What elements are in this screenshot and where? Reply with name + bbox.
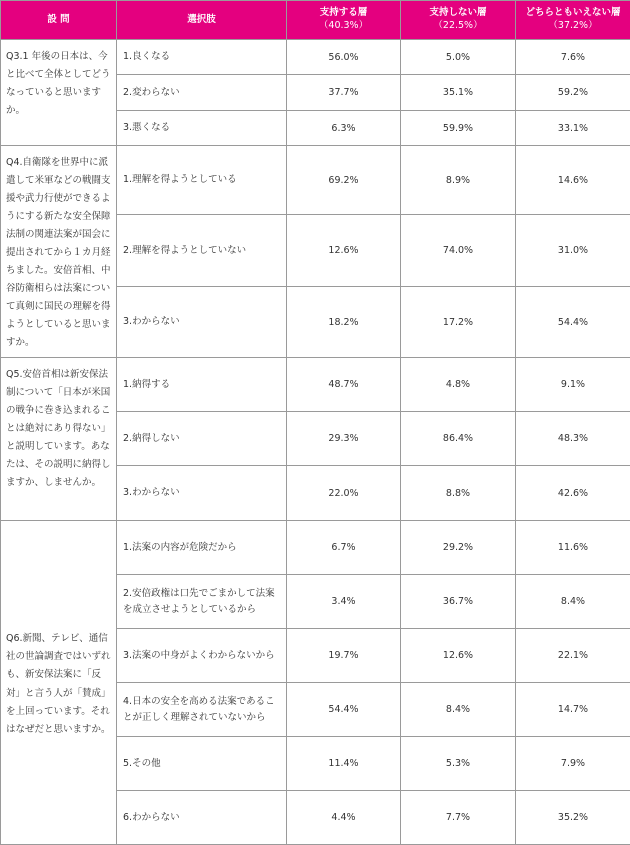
oppose-value: 12.6% bbox=[401, 629, 516, 683]
option-label: 3.わからない bbox=[117, 287, 287, 358]
option-label: 1.法案の内容が危険だから bbox=[117, 521, 287, 575]
oppose-value: 5.0% bbox=[401, 40, 516, 75]
header-neutral-pct: （37.2%） bbox=[516, 20, 630, 33]
table-row bbox=[1, 40, 630, 75]
support-value: 6.7% bbox=[287, 521, 401, 575]
neutral-value: 35.2% bbox=[516, 791, 630, 845]
header-support-label: 支持する層 bbox=[320, 7, 368, 18]
option-label: 3.わからない bbox=[117, 466, 287, 521]
neutral-value: 9.1% bbox=[516, 358, 630, 412]
question-text: Q5.安倍首相は新安保法制について「日本が米国の戦争に巻き込まれることは絶対にあり得ない」と説明しています。あなたは、その説明に納得しますか、しませんか。 bbox=[1, 358, 117, 521]
table-row bbox=[1, 521, 630, 575]
header-support bbox=[287, 1, 401, 40]
option-label: 1.理解を得ようとしている bbox=[117, 146, 287, 215]
oppose-value: 4.8% bbox=[401, 358, 516, 412]
support-value: 37.7% bbox=[287, 75, 401, 111]
support-value: 19.7% bbox=[287, 629, 401, 683]
support-value: 11.4% bbox=[287, 737, 401, 791]
header-oppose bbox=[401, 1, 516, 40]
support-value: 18.2% bbox=[287, 287, 401, 358]
question-text: Q3.1 年後の日本は、今と比べて全体としてどうなっていると思いますか。 bbox=[1, 40, 117, 146]
table-row bbox=[1, 358, 630, 412]
option-label: 2.安倍政権は口先でごまかして法案を成立させようとしているから bbox=[117, 575, 287, 629]
option-label: 4.日本の安全を高める法案であることが正しく理解されていないから bbox=[117, 683, 287, 737]
oppose-value: 8.9% bbox=[401, 146, 516, 215]
option-label: 5.その他 bbox=[117, 737, 287, 791]
option-label: 2.変わらない bbox=[117, 75, 287, 111]
option-label: 3.法案の中身がよくわからないから bbox=[117, 629, 287, 683]
support-value: 54.4% bbox=[287, 683, 401, 737]
header-row bbox=[1, 1, 630, 40]
neutral-value: 33.1% bbox=[516, 111, 630, 146]
header-neutral-label: どちらともいえない層 bbox=[525, 7, 620, 18]
support-value: 4.4% bbox=[287, 791, 401, 845]
table-row bbox=[1, 146, 630, 215]
neutral-value: 11.6% bbox=[516, 521, 630, 575]
neutral-value: 54.4% bbox=[516, 287, 630, 358]
neutral-value: 48.3% bbox=[516, 412, 630, 466]
option-label: 6.わからない bbox=[117, 791, 287, 845]
header-support-pct: （40.3%） bbox=[287, 20, 400, 33]
support-value: 48.7% bbox=[287, 358, 401, 412]
oppose-value: 36.7% bbox=[401, 575, 516, 629]
support-value: 69.2% bbox=[287, 146, 401, 215]
header-option: 選択肢 bbox=[117, 1, 287, 40]
oppose-value: 5.3% bbox=[401, 737, 516, 791]
header-oppose-label: 支持しない層 bbox=[429, 7, 486, 18]
neutral-value: 8.4% bbox=[516, 575, 630, 629]
option-label: 2.理解を得ようとしていない bbox=[117, 215, 287, 287]
neutral-value: 31.0% bbox=[516, 215, 630, 287]
header-neutral bbox=[516, 1, 630, 40]
option-label: 2.納得しない bbox=[117, 412, 287, 466]
oppose-value: 35.1% bbox=[401, 75, 516, 111]
oppose-value: 86.4% bbox=[401, 412, 516, 466]
header-oppose-pct: （22.5%） bbox=[401, 20, 515, 33]
oppose-value: 8.4% bbox=[401, 683, 516, 737]
question-text: Q4.自衛隊を世界中に派遣して米軍などの戦闘支援や武力行使ができるようにする新たな安全保障法制の関連法案が国会に提出されてから１カ月経ちました。安倍首相、中谷防衛相らは法案について真剣に国民の理解を得ようとしていると思いますか。 bbox=[1, 146, 117, 358]
oppose-value: 8.8% bbox=[401, 466, 516, 521]
oppose-value: 74.0% bbox=[401, 215, 516, 287]
support-value: 3.4% bbox=[287, 575, 401, 629]
header-question: 設 問 bbox=[1, 1, 117, 40]
neutral-value: 7.6% bbox=[516, 40, 630, 75]
neutral-value: 42.6% bbox=[516, 466, 630, 521]
support-value: 12.6% bbox=[287, 215, 401, 287]
neutral-value: 14.6% bbox=[516, 146, 630, 215]
oppose-value: 29.2% bbox=[401, 521, 516, 575]
support-value: 29.3% bbox=[287, 412, 401, 466]
option-label: 3.悪くなる bbox=[117, 111, 287, 146]
oppose-value: 7.7% bbox=[401, 791, 516, 845]
neutral-value: 59.2% bbox=[516, 75, 630, 111]
option-label: 1.良くなる bbox=[117, 40, 287, 75]
support-value: 6.3% bbox=[287, 111, 401, 146]
neutral-value: 14.7% bbox=[516, 683, 630, 737]
oppose-value: 59.9% bbox=[401, 111, 516, 146]
neutral-value: 22.1% bbox=[516, 629, 630, 683]
oppose-value: 17.2% bbox=[401, 287, 516, 358]
neutral-value: 7.9% bbox=[516, 737, 630, 791]
support-value: 56.0% bbox=[287, 40, 401, 75]
support-value: 22.0% bbox=[287, 466, 401, 521]
option-label: 1.納得する bbox=[117, 358, 287, 412]
question-text: Q6.新聞、テレビ、通信社の世論調査ではいずれも、新安保法案に「反対」と言う人が「賛成」を上回っています。それはなぜだと思いますか。 bbox=[1, 521, 117, 845]
